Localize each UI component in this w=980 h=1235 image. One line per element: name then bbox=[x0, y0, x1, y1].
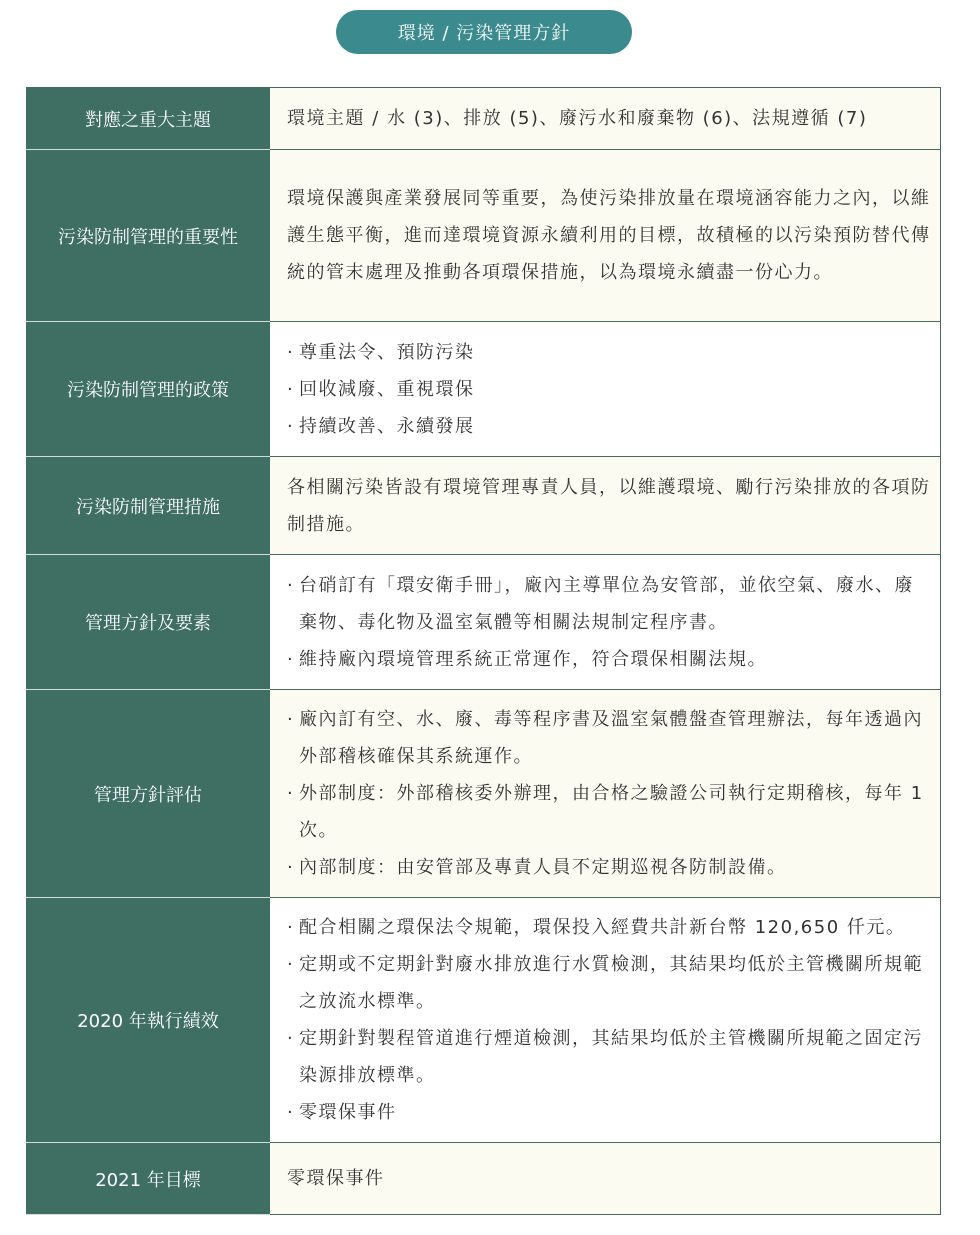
table-row bbox=[27, 150, 941, 322]
table-row bbox=[27, 1143, 941, 1215]
row-content-topics: 環境主題 / 水 (3)、排放 (5)、廢污水和廢棄物 (6)、法規遵循 (7) bbox=[270, 88, 941, 150]
row-content-elements bbox=[270, 555, 941, 690]
row-content-measures: 各相關污染皆設有環境管理專責人員，以維護環境、勵行污染排放的各項防制措施。 bbox=[270, 457, 941, 555]
list-item: · 配合相關之環保法令規範，環保投入經費共計新台幣 120,650 仟元。 bbox=[287, 909, 932, 946]
list-item: · 廠內訂有空、水、廢、毒等程序書及溫室氣體盤查管理辦法，每年透過內外部稽核確保其系統運作。 bbox=[287, 701, 932, 775]
row-content-importance: 環境保護與產業發展同等重要，為使污染排放量在環境涵容能力之內，以維護生態平衡，進而達環境資源永續利用的目標，故積極的以污染預防替代傳統的管末處理及推動各項環保措施，以為環境永續盡一份心力。 bbox=[270, 150, 941, 322]
list-item: · 台硝訂有「環安衛手冊」，廠內主導單位為安管部，並依空氣、廢水、廢棄物、毒化物及溫室氣體等相關法規制定程序書。 bbox=[287, 567, 932, 641]
row-header-importance: 污染防制管理的重要性 bbox=[27, 150, 270, 322]
row-header-target-2021: 2021 年目標 bbox=[27, 1143, 270, 1215]
row-content-target-2021: 零環保事件 bbox=[270, 1143, 941, 1215]
row-header-performance-2020: 2020 年執行績效 bbox=[27, 898, 270, 1143]
table-row bbox=[27, 555, 941, 690]
list-item: · 定期或不定期針對廢水排放進行水質檢測，其結果均低於主管機關所規範之放流水標準。 bbox=[287, 946, 932, 1020]
table-row bbox=[27, 457, 941, 555]
row-header-evaluation: 管理方針評估 bbox=[27, 690, 270, 898]
table-row bbox=[27, 898, 941, 1143]
list-item: · 維持廠內環境管理系統正常運作，符合環保相關法規。 bbox=[287, 641, 932, 678]
table-row bbox=[27, 88, 941, 150]
row-content-policy bbox=[270, 322, 941, 457]
table-row bbox=[27, 690, 941, 898]
table-row bbox=[27, 322, 941, 457]
list-item: · 持續改善、永續發展 bbox=[287, 408, 932, 445]
row-header-topics: 對應之重大主題 bbox=[27, 88, 270, 150]
row-header-policy: 污染防制管理的政策 bbox=[27, 322, 270, 457]
list-item: · 內部制度：由安管部及專責人員不定期巡視各防制設備。 bbox=[287, 849, 932, 886]
section-title: 環境 / 污染管理方針 bbox=[336, 10, 632, 54]
row-content-evaluation bbox=[270, 690, 941, 898]
management-table bbox=[26, 87, 941, 1215]
list-item: · 外部制度：外部稽核委外辦理，由合格之驗證公司執行定期稽核，每年 1 次。 bbox=[287, 775, 932, 849]
row-header-measures: 污染防制管理措施 bbox=[27, 457, 270, 555]
row-header-elements: 管理方針及要素 bbox=[27, 555, 270, 690]
list-item: · 回收減廢、重視環保 bbox=[287, 371, 932, 408]
row-content-performance-2020 bbox=[270, 898, 941, 1143]
list-item: · 尊重法令、預防污染 bbox=[287, 334, 932, 371]
list-item: · 定期針對製程管道進行煙道檢測，其結果均低於主管機關所規範之固定污染源排放標準。 bbox=[287, 1020, 932, 1094]
list-item: · 零環保事件 bbox=[287, 1094, 932, 1131]
